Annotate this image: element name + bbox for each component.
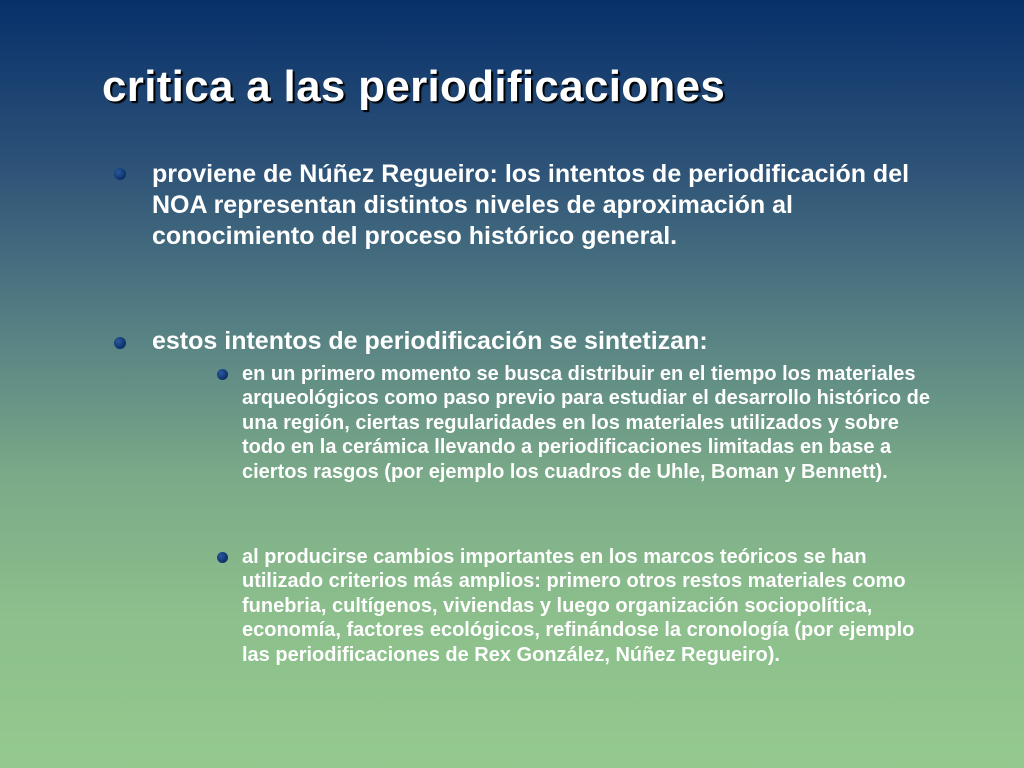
bullet-item: estos intentos de periodificación se sintetizan: bbox=[152, 327, 708, 355]
sub-bullet-item: al producirse cambios importantes en los marcos teóricos se han utilizado criterios más amplios: primero otros restos materiales como funebria, cultígenos, viviendas y luego organización sociopolítica, economía, factores ecológicos, refinándose la cronología (por ejemplo las periodificaciones de Rex González, Núñez Regueiro). bbox=[242, 546, 915, 666]
bullet-dot-icon bbox=[114, 168, 126, 180]
sub-bullet-item: en un primero momento se busca distribuir en el tiempo los materiales arqueológicos como paso previo para estudiar el desarrollo histórico de una región, ciertas regularidades en los materiales utilizados y sobre todo en la cerámica llevando a periodificaciones limitadas en base a ciertos rasgos (por ejemplo los cuadros de Uhle, Boman y Bennett). bbox=[242, 363, 930, 483]
sub-bullet-dot-icon bbox=[217, 369, 228, 380]
slide-title: critica a las periodificaciones bbox=[102, 62, 726, 111]
bullet-item: proviene de Núñez Regueiro: los intentos de periodificación del NOA representan distintos niveles de aproximación al conocimiento del proceso histórico general. bbox=[152, 160, 910, 250]
sub-bullet-dot-icon bbox=[217, 552, 228, 563]
bullet-dot-icon bbox=[114, 337, 126, 349]
